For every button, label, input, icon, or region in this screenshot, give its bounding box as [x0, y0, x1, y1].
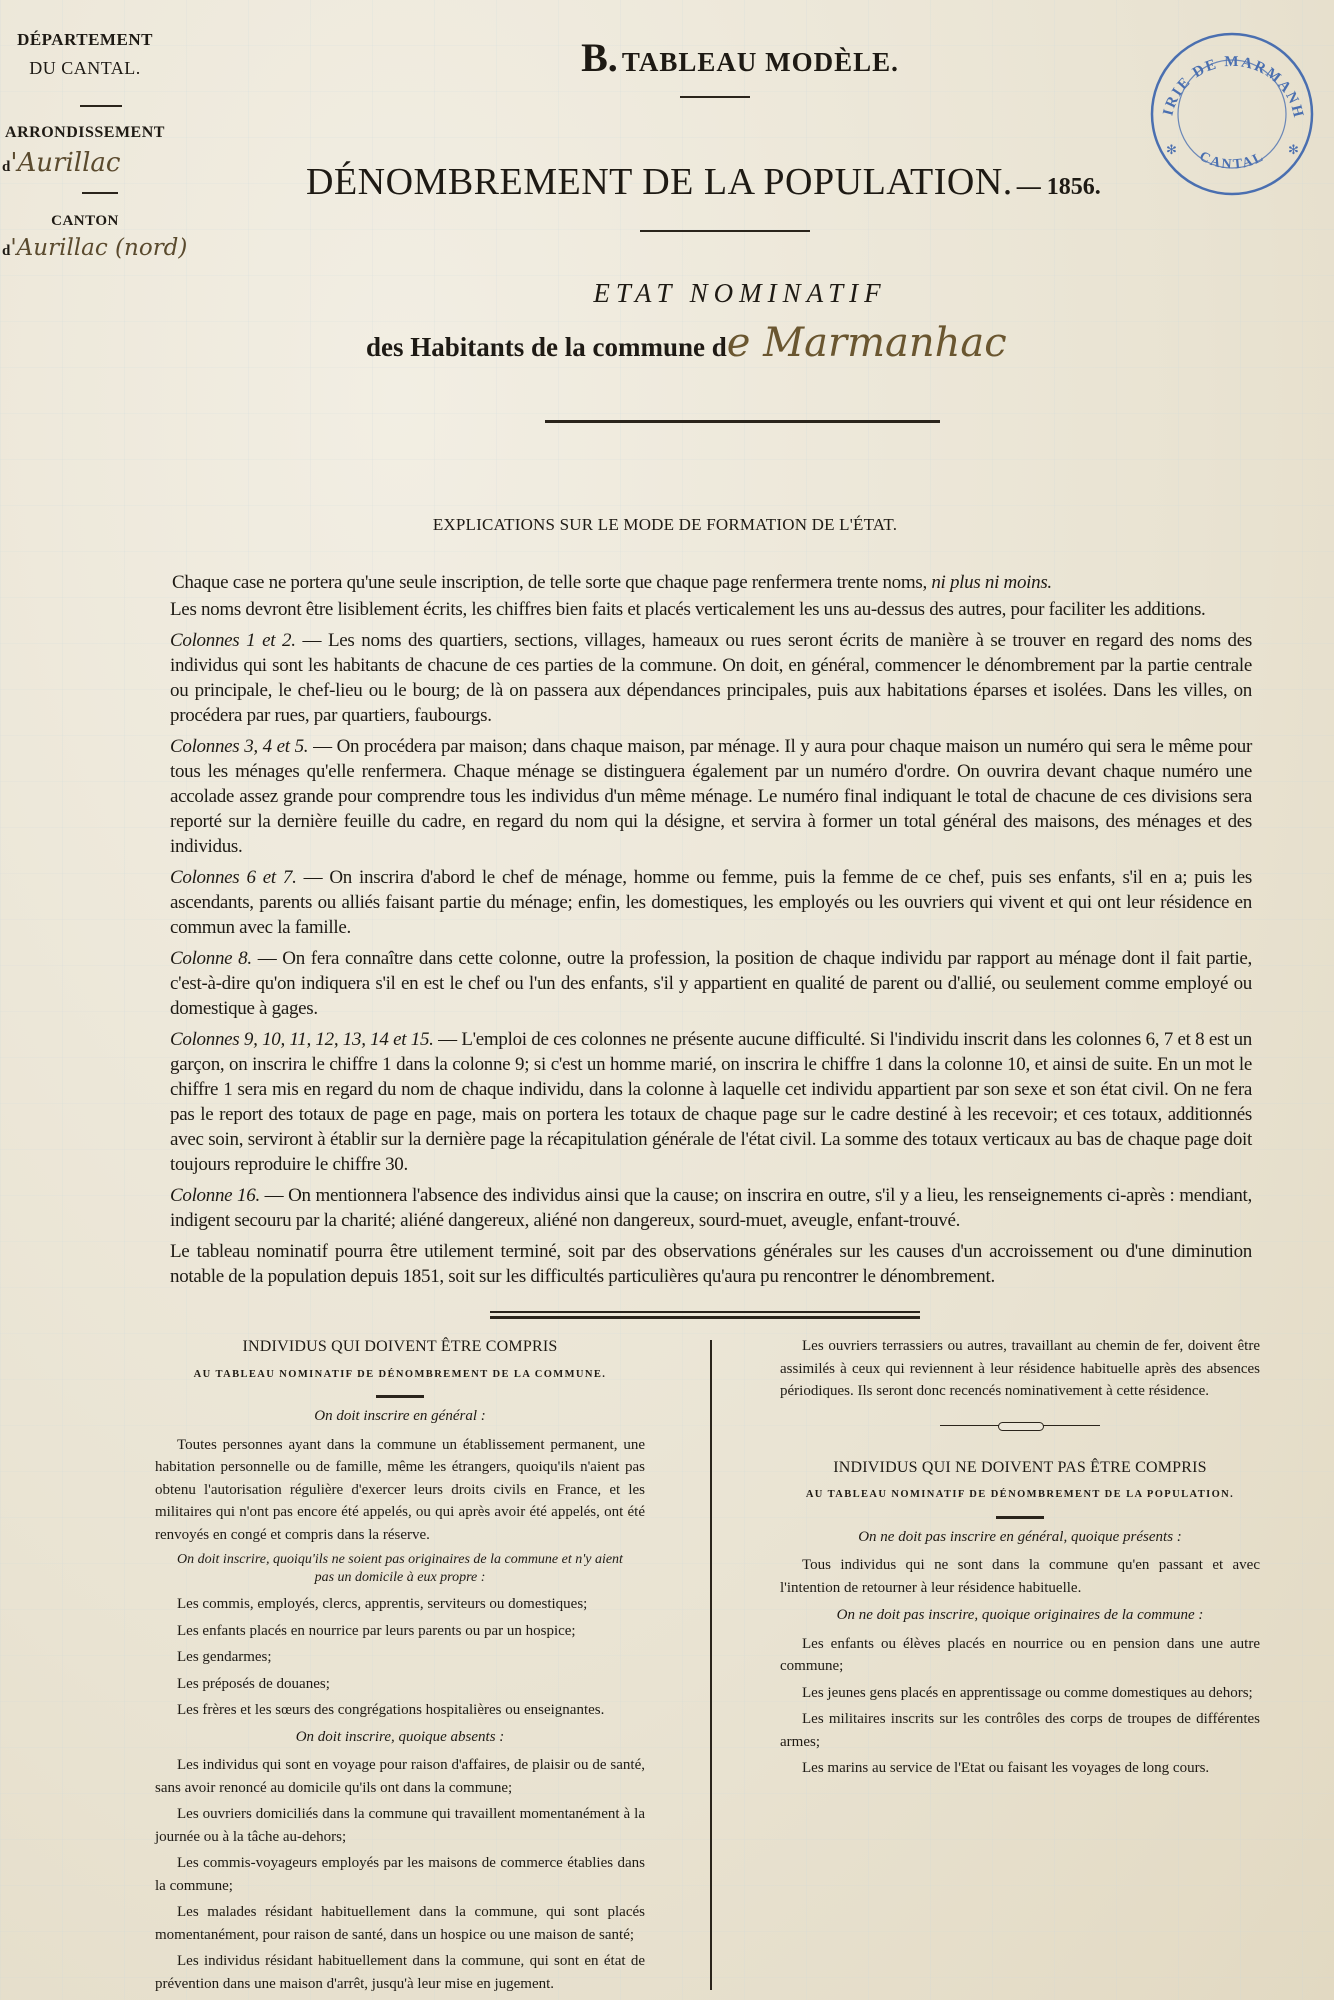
section-separator	[490, 1311, 920, 1313]
divider	[545, 420, 940, 423]
svg-text:✻: ✻	[1288, 142, 1299, 157]
tableau-title	[460, 34, 1020, 81]
explication-paragraph: Colonnes 3, 4 et 5. — On procédera par maison; dans chaque maison, par ménage. Il y aura pour chaque maison un numéro qui sera le même pour tous les ménages qu'elle renfermera. Chaque ménage se distinguera également par un numéro d'ordre. On ouvrira devant chaque numéro une accolade assez grande pour comprendre tous les individus d'un même ménage. Le numéro final indiquant le total de chacune de ces divisions sera reporté sur la dernière feuille du cadre, en regard du nom qui la désigne, et servira à former un total général des maisons, des ménages et des individus.	[170, 736, 1253, 857]
arrondissement-prefix: d	[2, 159, 11, 175]
non-compris-title: INDIVIDUS QUI NE DOIVENT PAS ÊTRE COMPRIS	[833, 1458, 1207, 1476]
list-item: Les individus résidant habituellement dans la commune, qui sont en état de prévention dans une maison d'arrêt, jusqu'à leur mise en jugement.	[155, 1953, 645, 1992]
section-heading: On ne doit pas inscrire, quoique originaires de la commune :	[836, 1607, 1204, 1623]
habitants-line	[366, 320, 1266, 366]
explication-paragraph: Chaque case ne portera qu'une seule inscription, de telle sorte que chaque page renfermera trente noms, ni plus ni moins.	[172, 572, 1052, 593]
explication-paragraph: Le tableau nominatif pourra être utilement terminé, soit par des observations générales sur les causes d'un accroissement ou d'une diminution notable de la population depuis 1851, soit sur les difficultés particulières qu'aura pu rencontrer le dénombrement.	[170, 1241, 1252, 1287]
arrondissement-label: ARRONDISSEMENT	[5, 124, 165, 141]
main-title-text: DÉNOMBREMENT DE LA POPULATION.	[306, 161, 1013, 203]
departement-value: DU CANTAL.	[29, 58, 141, 78]
explication-paragraph: Colonnes 1 et 2. — Les noms des quartiers, sections, villages, hameaux ou rues seront écrits de manière à se trouver en regard des noms des individus qui sont les habitants de chacune de ces parties de la commune. On doit, en général, commencer le dénombrement par la partie centrale ou principale, le chef-lieu ou le bourg; de là on passera aux dépendances principales, puis aux habitations éparses et isolées. Dans les villes, on procédera par rues, par quartiers, faubourgs.	[170, 630, 1252, 726]
list-item: Les préposés de douanes;	[177, 1675, 330, 1692]
canton-prefix: d	[2, 243, 11, 259]
explication-paragraph: Colonnes 9, 10, 11, 12, 13, 14 et 15. — L'emploi de ces colonnes ne présente aucune difficulté. Si l'individu inscrit dans les colonnes 6, 7 et 8 est un garçon, on inscrira le chiffre 1 dans la colonne 9; si c'est un homme marié, on inscrira le chiffre 1 dans la colonne 10, et ainsi de suite. En un mot le chiffre 1 sera mis en regard du nom de chaque individu, dans la colonne à laquelle cet individu appartient par son sexe et son état civil. On ne fera pas le report des totaux de page en page, mais on portera les totaux de chaque page sur le cadre destiné à les recevoir; et ces totaux, additionnés avec soin, serviront à établir sur la dernière page la récapitulation générale de l'état civil. La somme des totaux verticaux au bas de chaque page doit toujours reproduire le chiffre 30.	[170, 1029, 1252, 1175]
section-heading: On ne doit pas inscrire en général, quoique présents :	[858, 1528, 1182, 1545]
list-item: Les commis-voyageurs employés par les maisons de commerce établies dans la commune;	[155, 1855, 645, 1894]
list-item: Les gendarmes;	[177, 1649, 272, 1665]
section-heading: On doit inscrire, quoique absents :	[295, 1728, 505, 1745]
census-year: — 1856.	[1016, 174, 1101, 200]
section-separator	[490, 1316, 920, 1319]
divider	[996, 1516, 1044, 1519]
list-item: Les malades résidant habituellement dans la commune, qui sont placés momentanément, pour raison de santé, dans un hospice ou une maison de santé;	[155, 1904, 645, 1943]
section-text: Toutes personnes ayant dans la commune un établissement permanent, une habitation personnelle ou de famille, même les étrangers, quoiqu'ils n'aient pas obtenu l'autorisation régulière d'exercer leurs droits civils en France, et les militaires qui n'ont pas encore été appelés, ou qui après avoir été appelés, ont été renvoyés en congé et compris dans la réserve.	[155, 1436, 645, 1543]
compris-title: INDIVIDUS QUI DOIVENT ÊTRE COMPRIS	[242, 1338, 558, 1355]
etat-nominatif-title: ETAT NOMINATIF	[593, 278, 887, 308]
explication-paragraph: Colonne 16. — On mentionnera l'absence des individus ainsi que la cause; on inscrira en outre, s'il y a lieu, les renseignements ci-après : mendiant, indigent secouru par la charité; aliéné dangereux, aliéné non dangereux, sourd-muet, aveugle, enfant-trouvé.	[170, 1185, 1252, 1231]
section-text: Tous individus qui ne sont dans la commune qu'en passant et avec l'intention de retourner à leur résidence habituelle.	[780, 1557, 1260, 1596]
list-item: Les ouvriers domiciliés dans la commune qui travaillent momentanément à la journée ou à la tâche au-dehors;	[155, 1806, 645, 1845]
canton-label: CANTON	[51, 213, 119, 229]
commune-handwritten: e Marmanhac	[726, 320, 1007, 366]
divider	[640, 230, 810, 232]
non-compris-column	[780, 1335, 1260, 1784]
column-divider	[710, 1340, 712, 1990]
divider	[376, 1395, 424, 1398]
non-compris-subtitle: AU TABLEAU NOMINATIF DE DÉNOMBREMENT DE LA POPULATION.	[805, 1489, 1235, 1500]
canton-handwritten: 'Aurillac (nord)	[10, 235, 188, 261]
svg-text:CANTAL: CANTAL	[1196, 149, 1268, 173]
departement-label: DÉPARTEMENT	[17, 30, 153, 49]
tableau-letter: B.	[581, 35, 618, 80]
explication-paragraph: Colonnes 6 et 7. — On inscrira d'abord le chef de ménage, homme ou femme, puis la femme de ce chef, puis ses enfants, s'il en a; puis les ascendants, parents ou alliés faisant partie du ménage; enfin, les domestiques, les employés ou les ouvriers qui vivent et qui ont leur résidence en commun avec la famille.	[170, 867, 1252, 938]
explications-title: EXPLICATIONS SUR LE MODE DE FORMATION DE L'ÉTAT.	[432, 515, 898, 534]
canton-field	[2, 235, 232, 261]
explication-paragraph: Les noms devront être lisiblement écrits, les chiffres bien faits et placés verticalement les uns au-dessus des autres, pour faciliter les additions.	[170, 599, 1206, 620]
section-heading: On doit inscrire, quoiqu'ils ne soient pas originaires de la commune et n'y aient pas un domicile à eux propre :	[177, 1552, 623, 1585]
railway-workers-note: Les ouvriers terrassiers ou autres, travaillant au chemin de fer, doivent être assimilés à ceux qui reviennent à leur résidence habituelle après des absences périodiques. Ils seront donc recencés nominativement à cette résidence.	[780, 1338, 1260, 1399]
arrondissement-field	[2, 148, 202, 178]
list-item: Les commis, employés, clercs, apprentis, serviteurs ou domestiques;	[177, 1596, 588, 1612]
ornament-divider	[940, 1421, 1100, 1431]
main-title	[306, 160, 1206, 204]
compris-column	[155, 1336, 645, 1999]
divider	[82, 192, 118, 194]
explication-paragraph: Colonne 8. — On fera connaître dans cette colonne, outre la profession, la position de chaque individu par rapport au ménage dont il fait partie, c'est-à-dire qu'on indiquera s'il en est le chef ou l'un des enfants, s'il y appartient en qualité de parent ou d'allié, ou seulement comme employé ou domestique à gages.	[170, 948, 1253, 1019]
list-item: Les enfants ou élèves placés en nourrice ou en pension dans une autre commune;	[780, 1635, 1260, 1674]
compris-subtitle: AU TABLEAU NOMINATIF DE DÉNOMBREMENT DE LA COMMUNE.	[193, 1368, 607, 1380]
list-item: Les jeunes gens placés en apprentissage ou comme domestiques au dehors;	[802, 1684, 1253, 1701]
list-item: Les individus qui sont en voyage pour raison d'affaires, de plaisir ou de santé, sans avoir renoncé au domicile qu'ils ont dans la commune;	[155, 1757, 645, 1796]
section-heading: On doit inscrire en général :	[314, 1408, 486, 1424]
list-item: Les militaires inscrits sur les contrôles des corps de troupes de différentes armes;	[780, 1711, 1260, 1750]
list-item: Les enfants placés en nourrice par leurs parents ou par un hospice;	[177, 1622, 576, 1639]
tableau-label: TABLEAU MODÈLE.	[621, 47, 899, 77]
divider	[80, 105, 122, 107]
explications-body	[172, 570, 1252, 1289]
divider	[680, 96, 750, 98]
svg-text:✻: ✻	[1166, 142, 1177, 157]
list-item: Les marins au service de l'Etat ou faisant les voyages de long cours.	[802, 1760, 1210, 1776]
habitants-label: des Habitants de la commune d	[366, 332, 727, 362]
arrondissement-handwritten: 'Aurillac	[10, 148, 121, 178]
list-item: Les frères et les sœurs des congrégations hospitalières ou enseignantes.	[177, 1702, 605, 1718]
svg-text:MAIRIE DE MARMANHAC: IRIE DE MARMANH	[1160, 54, 1307, 121]
